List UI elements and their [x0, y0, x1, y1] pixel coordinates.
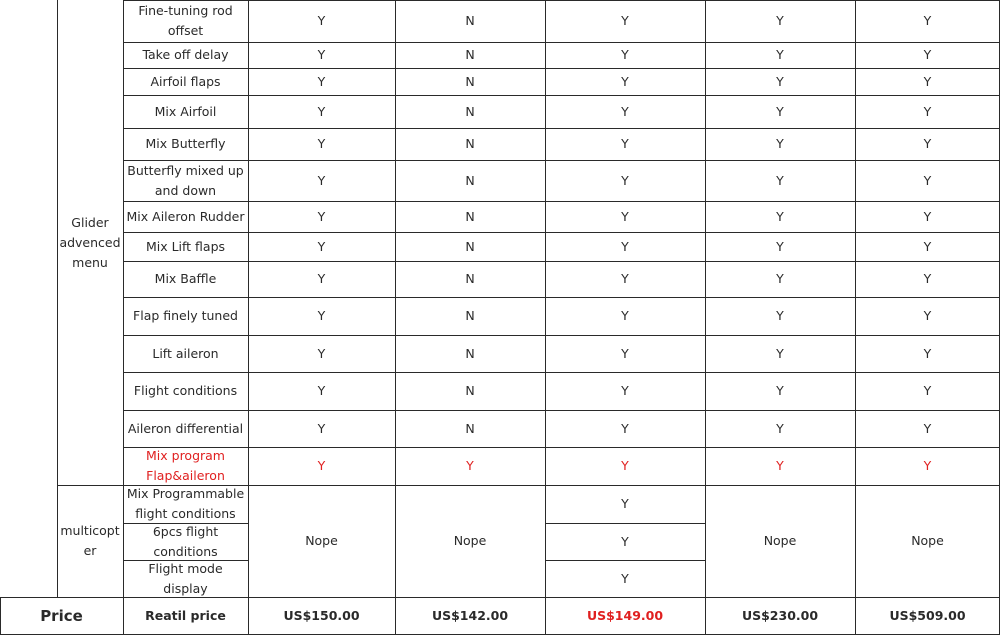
grid-line — [545, 560, 705, 561]
price-value: US$149.00 — [586, 607, 664, 623]
grid-line — [123, 0, 124, 634]
feature-value: Y — [923, 238, 932, 254]
feature-value: N — [465, 271, 475, 286]
feature-value: Y — [923, 345, 932, 361]
grid-line — [0, 597, 1, 634]
feature-value: Y — [923, 308, 932, 323]
feature-value-merged: Nope — [305, 533, 338, 548]
grid-line — [545, 0, 546, 634]
feature-value: Y — [776, 271, 784, 286]
feature-label: Butterfly mixed up and down — [127, 162, 244, 198]
feature-value: Y — [317, 47, 326, 62]
feature-value: Y — [776, 47, 784, 62]
feature-value: Y — [776, 208, 784, 224]
feature-value: Y — [776, 420, 784, 436]
feature-value: Y — [621, 271, 629, 286]
feature-label: Fine-tuning rod offset — [138, 3, 233, 38]
grid-line — [123, 597, 124, 634]
grid-line — [123, 261, 1000, 262]
feature-value: Y — [317, 345, 326, 361]
price-value: US$142.00 — [431, 607, 509, 623]
feature-value-merged: Nope — [453, 533, 487, 548]
feature-value: Y — [923, 103, 932, 119]
feature-value: Y — [621, 136, 629, 151]
feature-value: Y — [621, 345, 629, 361]
feature-value: Y — [317, 136, 326, 151]
grid-line — [123, 42, 1000, 43]
feature-value: Y — [776, 103, 784, 119]
feature-value: Y — [317, 13, 326, 28]
grid-line — [123, 0, 1000, 1]
feature-value: Y — [923, 383, 932, 398]
feature-label: Flight conditions — [133, 383, 238, 398]
feature-label: Mix Aileron Rudder — [126, 208, 245, 224]
feature-label: Mix Airfoil — [154, 103, 217, 119]
grid-line — [123, 95, 1000, 96]
feature-value: Y — [923, 420, 932, 436]
grid-line — [123, 201, 1000, 202]
feature-label: Mix Butterfly — [145, 136, 226, 151]
feature-value: N — [465, 47, 475, 62]
feature-value: Y — [776, 308, 784, 323]
price-value: US$230.00 — [741, 607, 819, 623]
feature-value: Y — [466, 458, 474, 473]
feature-value: Y — [621, 208, 629, 224]
feature-label: Mix Lift flaps — [145, 238, 226, 254]
feature-value: N — [465, 420, 475, 436]
feature-label: Mix Programmable flight conditions — [126, 486, 245, 521]
feature-value: Y — [923, 136, 932, 151]
feature-value: N — [465, 103, 475, 119]
feature-value: Y — [621, 458, 629, 473]
feature-value: Y — [621, 496, 629, 511]
feature-label: 6pcs flight conditions — [152, 523, 219, 559]
feature-value: N — [465, 172, 475, 188]
feature-label: Take off delay — [142, 47, 229, 62]
feature-value: Y — [621, 383, 629, 398]
feature-value-merged: Nope — [763, 533, 797, 548]
feature-value: Y — [621, 533, 629, 549]
price-value: US$150.00 — [283, 607, 360, 623]
feature-value: Y — [776, 73, 784, 89]
grid-line — [123, 335, 1000, 336]
feature-value: Y — [621, 308, 629, 323]
feature-value: Y — [621, 420, 629, 436]
grid-line — [123, 232, 1000, 233]
feature-label: Airfoil flaps — [150, 73, 221, 89]
feature-value: Y — [621, 103, 629, 119]
feature-value: Y — [317, 420, 326, 436]
feature-value: Y — [621, 172, 629, 188]
feature-value: Y — [776, 345, 784, 361]
retail-price-label: Reatil price — [145, 607, 226, 623]
feature-value: Y — [923, 13, 932, 28]
feature-value: N — [465, 136, 475, 151]
feature-value: Y — [776, 172, 784, 188]
grid-line — [57, 0, 58, 597]
feature-value: Y — [923, 47, 932, 62]
feature-label: Mix program Flap&aileron — [146, 448, 225, 483]
feature-value: Y — [776, 136, 784, 151]
grid-line — [855, 0, 856, 634]
feature-value: N — [465, 383, 475, 398]
feature-value: N — [465, 238, 475, 254]
feature-label: Flap finely tuned — [133, 308, 238, 323]
grid-line — [123, 68, 1000, 69]
grid-line — [123, 523, 248, 524]
feature-value: Y — [621, 73, 629, 89]
grid-line — [123, 560, 248, 561]
feature-value: Y — [621, 47, 629, 62]
feature-value: Y — [776, 458, 784, 473]
feature-value: Y — [776, 238, 784, 254]
grid-line — [123, 160, 1000, 161]
grid-line — [395, 0, 396, 634]
grid-line — [123, 372, 1000, 373]
grid-line — [248, 0, 249, 634]
grid-line — [123, 297, 1000, 298]
feature-value: Y — [317, 208, 326, 224]
feature-value: Y — [923, 73, 932, 89]
feature-label: Lift aileron — [152, 345, 219, 361]
feature-label: Mix Baffle — [154, 271, 217, 286]
grid-line — [123, 410, 1000, 411]
feature-value: Y — [317, 271, 326, 286]
group-label-glider: Glider advenced menu — [59, 214, 121, 270]
feature-value: Y — [317, 308, 326, 323]
feature-value: N — [465, 13, 475, 28]
grid-line — [705, 0, 706, 634]
feature-value: Y — [317, 73, 326, 89]
grid-line — [123, 128, 1000, 129]
feature-value: N — [465, 208, 475, 224]
grid-line — [0, 597, 1000, 598]
grid-line — [123, 447, 1000, 448]
feature-value: Y — [317, 458, 326, 473]
feature-value: Y — [923, 208, 932, 224]
feature-value: Y — [317, 103, 326, 119]
price-value: US$509.00 — [889, 607, 966, 623]
group-label-multicopter: multicopt er — [60, 523, 120, 558]
feature-value: Y — [923, 458, 932, 473]
grid-line — [57, 485, 1000, 486]
feature-value: Y — [317, 383, 326, 398]
price-label: Price — [40, 606, 83, 625]
grid-line — [0, 634, 1000, 635]
feature-value: Y — [317, 238, 326, 254]
feature-value: N — [465, 308, 475, 323]
feature-label: Aileron differential — [127, 420, 244, 436]
feature-value: Y — [621, 238, 629, 254]
feature-value-merged: Nope — [911, 533, 944, 548]
feature-value: N — [465, 73, 475, 89]
feature-value: Y — [317, 172, 326, 188]
feature-value: Y — [776, 383, 784, 398]
feature-value: Y — [923, 271, 932, 286]
feature-value: Y — [923, 172, 932, 188]
grid-line — [545, 523, 705, 524]
feature-value: Y — [776, 13, 784, 28]
feature-value: Y — [621, 570, 629, 586]
feature-label: Flight mode display — [148, 560, 223, 596]
feature-value: N — [465, 345, 475, 361]
feature-value: Y — [621, 13, 629, 28]
